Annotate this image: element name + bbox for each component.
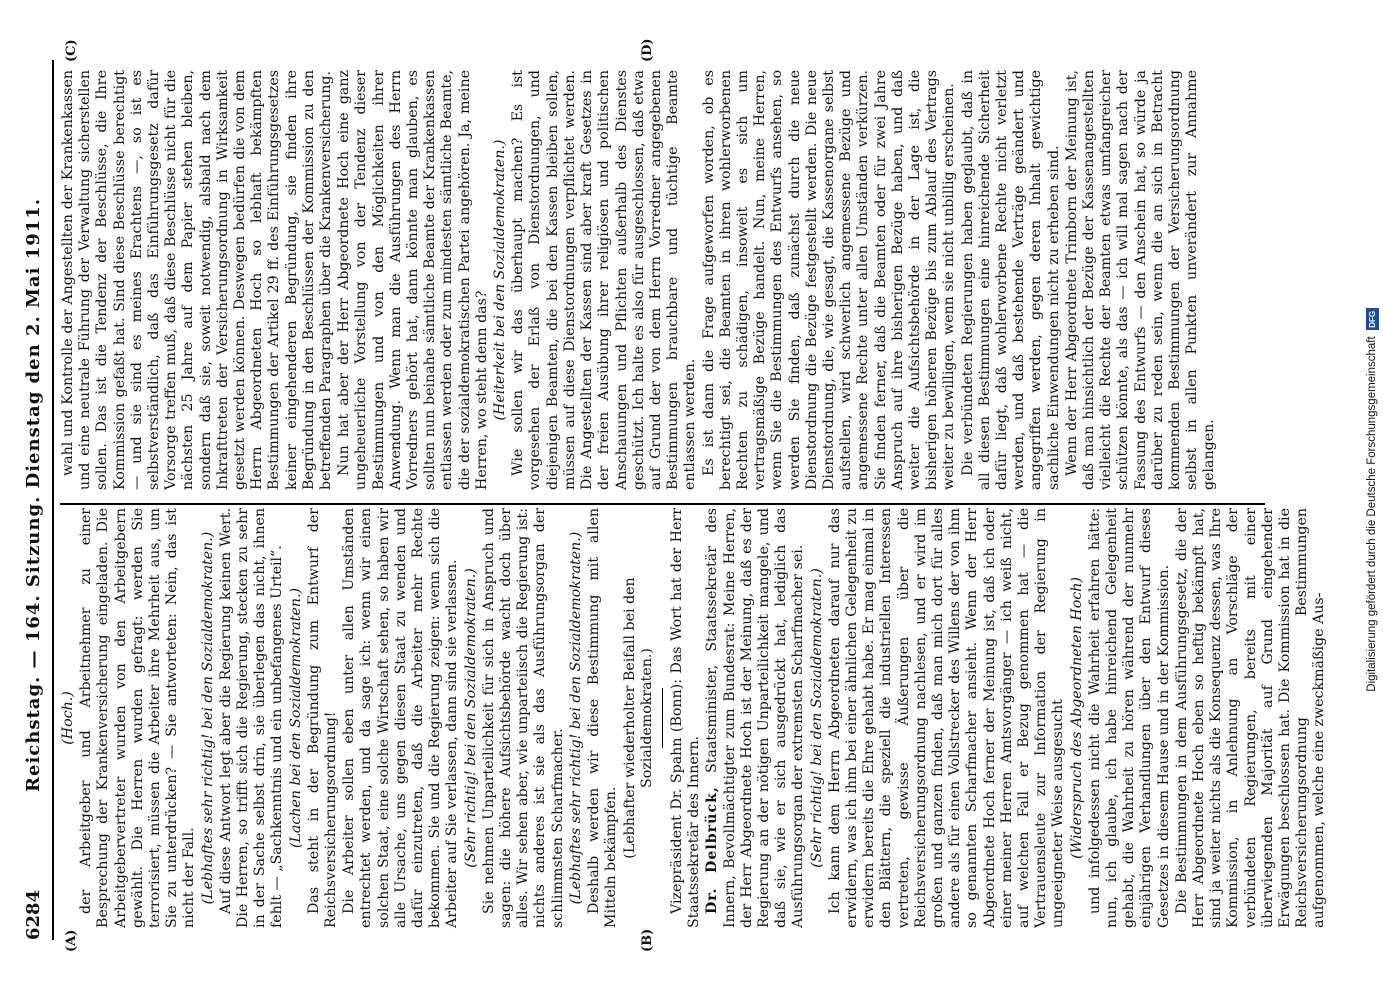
- page-number: 6284: [22, 889, 44, 940]
- digitization-footer: [1362, 0, 1382, 1000]
- stage-direction: (Lebhaftes sehr richtig! bei den Sozialdemokraten.): [567, 531, 584, 905]
- header-rule: [52, 60, 54, 940]
- section-rule: [662, 688, 663, 748]
- speaker-paragraph: [704, 508, 807, 928]
- margin-letter-c: (C): [64, 39, 79, 62]
- paragraph: Nun hat aber der Herr Abgeordnete Hoch eine ganz ungeheuerliche Vorstellung von der Tendenz dieser Bestimmungen und von den Möglichkeiten ihrer Anwendung. Wenn man die Ausführungen des Herrn Vorredners gehört hat, dann könnte man glauben, es sollten nun beinahe sämtliche Beamte der Krankenkassen entlassen werden oder zum mindesten sämtliche Beamte, die der sozialdemokratischen Partei angehören. Ja, meine Herren, wo steht denn das?: [336, 70, 490, 490]
- paragraph: Die verbündeten Regierungen haben geglaubt, daß in all diesen Bestimmungen eine hinreichende Sicherheit dafür liegt, daß wohlerworbene Rechte nicht verletzt werden, und daß bestehende Verträge geändert und angegriffen werden, gegen deren Inhalt gewichtige sachliche Einwendungen nicht zu erheben sind.: [959, 70, 1062, 490]
- paragraph: Die Bestimmungen in dem Ausführungsgesetz, die der Herr Abgeordnete Hoch eben so heftig bekämpft hat, sind ja weiter nichts als die Konsequenz dessen, was Ihre Kommission, in Anlehnung an Vorschläge der verbündeten Regierungen, bereits mit einer überwiegenden Majorität auf Grund eingehender Erwägungen beschlossen hat. Die Kommission hat in die Reichsversicherungsordnung Bestimmungen aufgenommen, welche eine zweckmäßige Aus-: [1173, 508, 1328, 928]
- paragraph: und infolgedessen nicht die Wahrheit erfahren hätte: nun, ich glaube, ich habe hinreichend Gelegenheit gehabt, die Wahrheit zu hören während der nunmehr einjährigen Verhandlungen über den Entwurf dieses Gesetzes in diesem Hause und in der Kommission.: [1086, 508, 1172, 928]
- paragraph: der Arbeitgeber und Arbeitnehmer zu einer Besprechung der Krankenversicherung eingeladen. Die Arbeitgebervertreter wurden von den Arbeitgebern gewählt. Die Herren wurden gefragt: werden Sie terrorisiert, müssen die Arbeiter ihre Mehrheit aus, um Sie zu unterdrücken? — Sie antworteten: Nein, das ist nicht der Fall.: [78, 508, 198, 928]
- paragraph: Deshalb werden wir diese Bestimmung mit allen Mitteln bekämpfen.: [586, 508, 620, 928]
- chair-statement: Vizepräsident Dr. Spahn (Bonn): Das Wort hat der Herr Staatssekretär des Innern.: [668, 508, 703, 928]
- paragraph: Ich kann dem Herrn Abgeordneten darauf nur das erwidern, was ich ihm bei einer ähnlichen Gelegenheit zu erwidern bereits die Ehre gehabt habe. Er mag einmal in den Blättern, die speziell die industriellen Interessen vertreten, gewisse Äußerungen über die Reichsversicherungsordnung nachlesen, und er wird im großen und ganzen finden, daß man mich dort für alles andere als für einen Vollstrecker des Willens der von ihm so genannten Scharfmacher ansieht. Wenn der Herr Abgeordnete Hoch ferner der Meinung ist, daß ich oder einer meiner Herren Amtsvorgänger — ich weiß nicht, auf welchen Fall er Bezug genommen hat — die Vertrauensleute zur Information der Regierung in ungeeigneter Weise ausgesucht: [826, 508, 1067, 928]
- stage-direction: (Lebhafter wiederholter Beifall bei den Sozialdemokraten.): [621, 577, 655, 859]
- column-divider: [60, 504, 1265, 506]
- speaker-name: Dr. Delbrück,: [704, 786, 721, 914]
- speaker-continued: (Hoch.): [60, 691, 76, 745]
- margin-letter-b: (B): [640, 928, 655, 952]
- stage-direction: (Heiterkeit bei den Sozialdemokraten.): [492, 139, 509, 421]
- paragraph: Sie nehmen Unparteilichkeit für sich in Anspruch und sagen: die höhere Aufsichtsbehörde wacht doch über alles. Wir sehen aber, wie unparteiisch die Regierung ist: nichts anderes ist sie als das Ausführungsorgan der schlimmsten Scharfmacher.: [480, 508, 566, 928]
- stage-direction: (Lachen bei den Sozialdemokraten.): [287, 587, 304, 849]
- stage-direction: (Sehr richtig! bei den Sozialdemokraten.): [462, 568, 479, 868]
- page-header: [18, 60, 48, 940]
- stage-direction: (Lebhaftes sehr richtig! bei den Sozialdemokraten.): [199, 531, 216, 905]
- right-column: [60, 70, 1260, 490]
- left-column: [60, 508, 1328, 928]
- paragraph: Das steht in der Begründung zum Entwurf der Reichsversicherungsordnung!: [305, 508, 340, 928]
- header-title: Reichstag. — 164. Sitzung. Dienstag den 2. Mai 1911.: [22, 197, 44, 792]
- footer-text: Digitalisierung gefördert durch die Deutsche Forschungsgemeinschaft: [1366, 336, 1378, 692]
- paragraph: Auf diese Antwort legt aber die Regierung keinen Wert. Die Herren, so trifft sich die Regierung, stecken zu sehr in der Sache selbst drin, sie überlegen das nicht, ihnen fehlt — „Sachkenntnis und ein unbefangenes Urteil“.: [217, 508, 286, 928]
- stage-direction: (Widerspruch des Abgeordneten Hoch): [1068, 577, 1085, 859]
- paragraph: Wie sollen wir das überhaupt machen? Es ist vorgesehen der Erlaß von Dienstordnungen, und diejenigen Beamten, die bei den Kassen bleiben sollen, müssen auf diese Dienstordnungen verpflichtet werden. Die Angestellten der Kassen sind aber kraft Gesetzes in der freien Ausübung ihrer religiösen und politischen Anschauungen und Pflichten außerhalb des Dienstes geschützt. Ich halte es also für ausgeschlossen, daß etwa auf Grund der von dem Herrn Vorredner angegebenen Bestimmungen brauchbare und tüchtige Beamte entlassen werden.: [510, 70, 699, 490]
- paragraph: Die Arbeiter sollen eben unter allen Umständen entrechtet werden, und da sage ich: wenn wir einen solchen Staat, eine solche Wirtschaft sehen, so haben wir alle Ursache, uns gegen diesen Staat zu wenden und dafür einzutreten, daß die Arbeiter mehr Rechte bekommen. Sie und die Regierung zeigen: wenn sich die Arbeiter auf Sie verlassen, dann sind sie verlassen.: [341, 508, 461, 928]
- stage-direction: (Sehr richtig! bei den Sozialdemokraten.): [808, 568, 825, 868]
- paragraph: Es ist dann die Frage aufgeworfen worden, ob es berechtigt sei, die Beamten in ihren wohlerworbenen Rechten zu schädigen, insoweit es sich um vertragsmäßige Bezüge handelt. Nun, meine Herren, wenn Sie die Bestimmungen des Entwurfs ansehen, so werden Sie finden, daß zunächst durch die neue Dienstordnung die Bezüge festgestellt werden. Die neue Dienstordnung, die, wie gesagt, die Kassenorgane selbst aufstellen, wird schwerlich angemessene Bezüge und angemessene Rechte unter allen Umständen verkürzen. Sie finden ferner, daß die Beamten oder für zwei Jahre Anspruch auf ihre bisherigen Bezüge haben, und daß weiter die Aufsichtsbehörde in der Lage ist, die bisherigen höheren Bezüge bis zum Ablauf des Vertrags weiter zu bewilligen, wenn sie nicht unbillig erscheinen.: [700, 70, 958, 490]
- margin-letter-a: (A): [64, 929, 79, 952]
- dfg-logo: DFG: [1366, 308, 1379, 330]
- speaker-text: Staatsminister, Staatssekretär des Innern, Bevollmächtigter zum Bundesrat: Meine Herren, der Herr Abgeordnete Hoch ist der Meinung, daß es der Regierung an der nötigen Unparteilichkeit mangele, und daß sie, wie er sich ausgedrückt hat, lediglich das Ausführungsorgan der extremsten Scharfmacher sei.: [704, 508, 807, 928]
- margin-letter-d: (D): [640, 38, 655, 62]
- paragraph: wahl und Kontrolle der Angestellten der Krankenkassen und eine neutrale Führung der Verwaltung sicherstellen sollen. Das ist die Tendenz der Beschlüsse, die Ihre Kommission gefaßt hat. Sind diese Beschlüsse berechtigt — und sie sind es meines Erachtens —, so ist es selbstverständlich, daß das Einführungsgesetz dafür Vorsorge treffen muß, daß diese Beschlüsse nicht für die nächsten 25 Jahre auf dem Papier stehen bleiben, sondern daß sie, soweit notwendig, alsbald nach dem Inkrafttreten der Versicherungsordnung in Wirksamkeit gesetzt werden können. Deswegen bedürfen die von dem Herrn Abgeordneten Hoch so lebhaft bekämpften Bestimmungen der Artikel 29 ff. des Einführungsgesetzes keiner eingehenderen Begründung, sie finden ihre Begründung in den Beschlüssen der Kommission zu den betreffenden Paragraphen über die Krankenversicherung.: [60, 70, 335, 490]
- paragraph: Wenn der Herr Abgeordnete Trimborn der Meinung ist, daß man hinsichtlich der Bezüge der Kassenangestellten vielleicht die Rechte der Beamten etwas umfangreicher schützen könnte, als das — ich will mal sagen nach der Fassung des Entwurfs — den Anschein hat, so würde ja darüber zu reden sein, wenn die an sich in Betracht kommenden Bestimmungen der Versicherungsordnung selbst in allen Punkten unverändert zur Annahme gelangen.: [1063, 70, 1218, 490]
